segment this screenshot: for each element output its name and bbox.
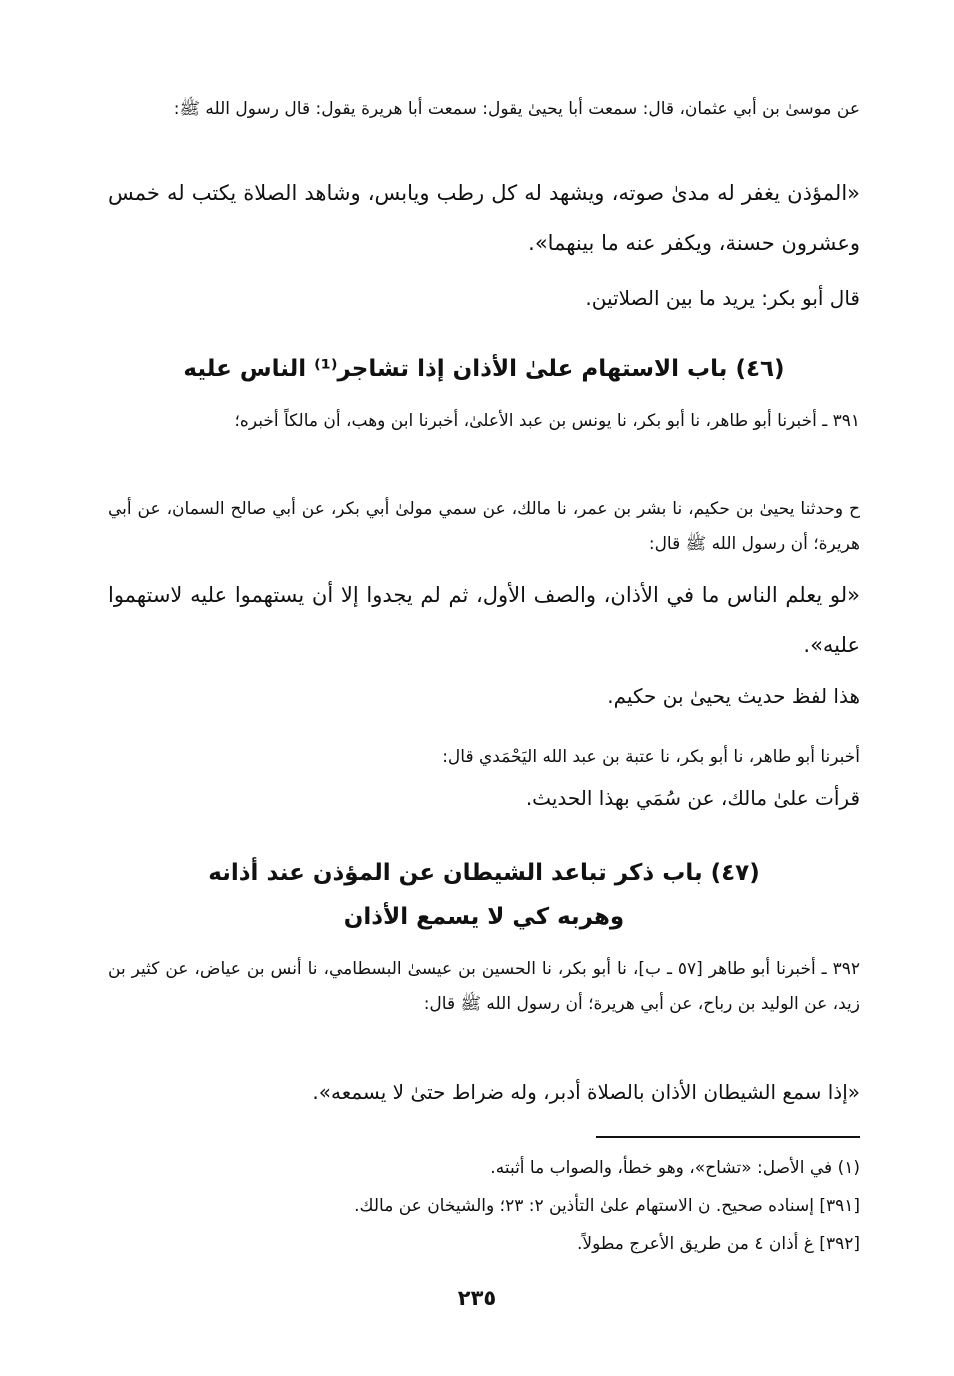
footnote: [٣٩١] إسناده صحيح. ن الاستهام علىٰ التأذين ٢: ٢٣؛ والشيخان عن مالك.: [354, 1196, 860, 1216]
page-number: ٢٣٥: [457, 1286, 497, 1310]
chapter-heading-47: (٤٧) باب ذكر تباعد الشيطان عن المؤذن عند أذانه: [208, 860, 760, 886]
hadith-text: «المؤذن يغفر له مدىٰ صوته، ويشهد له كل رطب ويابس، وشاهد الصلاة يكتب له خمس وعشرون حسنة، ويكفر عنه ما بينهما».: [108, 181, 860, 255]
footnote: (١) في الأصل: «تشاح»، وهو خطأ، والصواب ما أثبته.: [490, 1158, 860, 1178]
commentary-paragraph: قال أبو بكر: يريد ما بين الصلاتين.: [585, 286, 860, 310]
hadith-text: «لو يعلم الناس ما في الأذان، والصف الأول، ثم لم يجدوا إلا أن يستهموا عليه لاستهموا عليه».: [108, 583, 860, 657]
hadith-text: «إذا سمع الشيطان الأذان بالصلاة أدبر، وله ضراط حتىٰ لا يسمعه».: [312, 1080, 860, 1104]
chapter-heading-47-line2: وهربه كي لا يسمع الأذان: [343, 904, 625, 930]
commentary-paragraph: قرأت علىٰ مالك، عن سُمَي بهذا الحديث.: [525, 786, 860, 810]
hadith-392-isnad: ٣٩٢ ـ أخبرنا أبو طاهر [٥٧ ـ ب]، نا أبو بكر، نا الحسين بن عيسىٰ البسطامي، نا أنس بن عياض، عن كثير بن زيد، عن الوليد بن رباح، عن أبي هريرة؛ أن رسول الله ﷺ قال:: [108, 959, 861, 1014]
chapter-heading-46: (٤٦) باب الاستهام علىٰ الأذان إذا تشاجر⁽¹⁾ الناس عليه: [183, 356, 785, 382]
second-isnad-paragraph: ح وحدثنا يحيىٰ بن حكيم، نا بشر بن عمر، نا مالك، عن سمي مولىٰ أبي بكر، عن أبي صالح السمان، عن أبي هريرة؛ أن رسول الله ﷺ قال:: [108, 499, 860, 554]
commentary-paragraph: هذا لفظ حديث يحيىٰ بن حكيم.: [607, 684, 860, 708]
hadith-391-isnad: ٣٩١ ـ أخبرنا أبو طاهر، نا أبو بكر، نا يونس بن عبد الأعلىٰ، أخبرنا ابن وهب، أن مالكاً أخبره؛: [234, 411, 860, 431]
isnad-paragraph: أخبرنا أبو طاهر، نا أبو بكر، نا عتبة بن عبد الله اليَحْمَدي قال:: [442, 747, 860, 767]
footnote: [٣٩٢] غ أذان ٤ من طريق الأعرج مطولاً.: [576, 1234, 860, 1254]
isnad-paragraph: عن موسىٰ بن أبي عثمان، قال: سمعت أبا يحيىٰ يقول: سمعت أبا هريرة يقول: قال رسول الله ﷺ:: [173, 99, 860, 119]
footnote-separator: [596, 1136, 860, 1138]
